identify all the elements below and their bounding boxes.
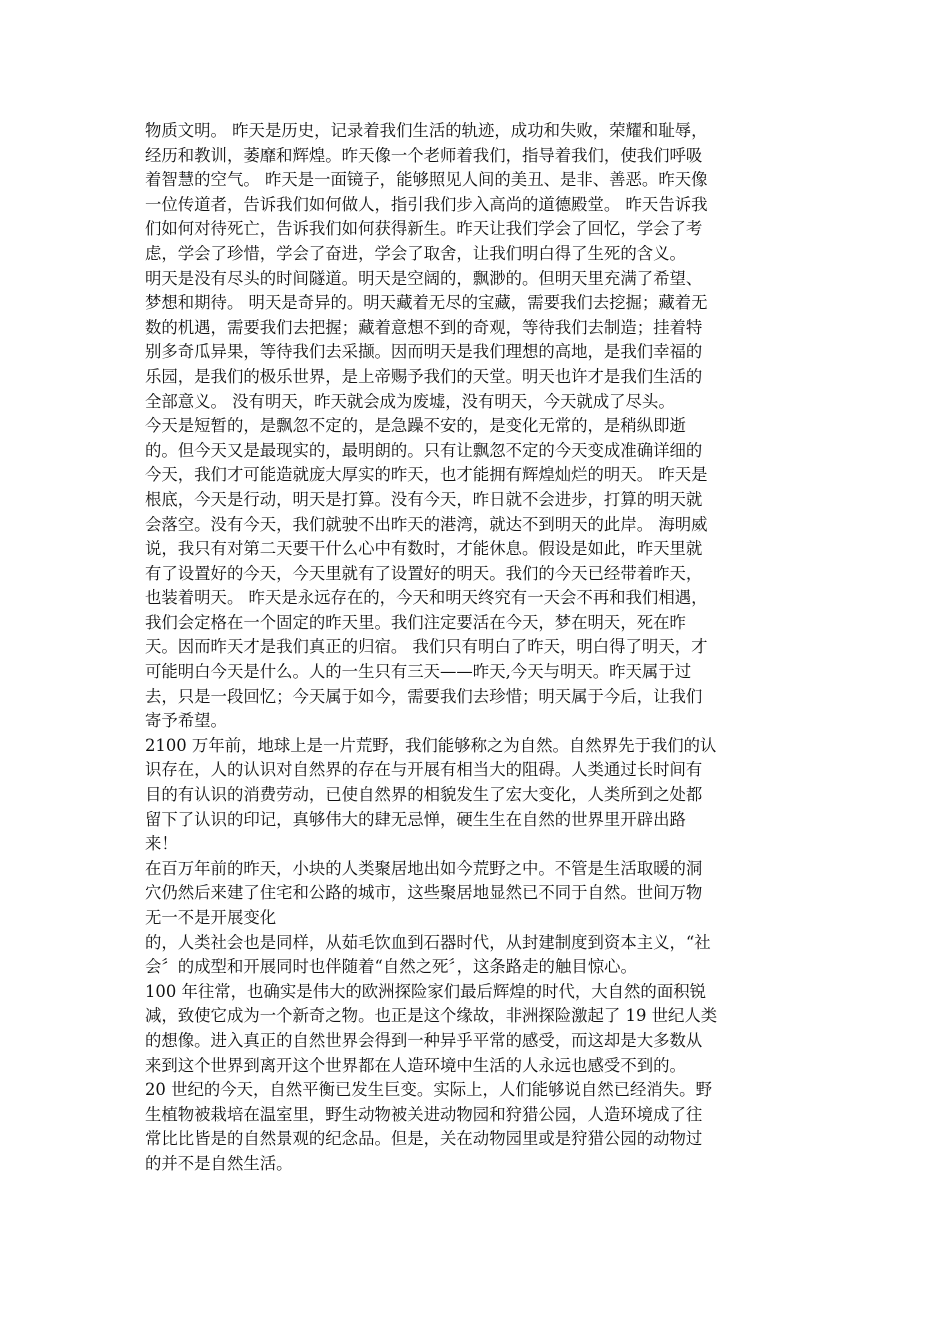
paragraph-wilderness: 2100 万年前，地球上是一片荒野，我们能够称之为自然。自然界先于我们的认 识存在，人的认识对自然界的存在与开展有相当大的阻碍。人类通过长时间有 目的有认识的消费劳动，已使自然界的相貌发生了宏大变化，人类所到之处都 留下了认识的印记，真够伟大的肆无忌惮，硬生生在自然的世界里开辟出路 来！ (145, 735, 717, 854)
paragraph-yesterday: 物质文明。 昨天是历史，记录着我们生活的轨迹，成功和失败，荣耀和耻辱， 经历和教训，萎靡和辉煌。昨天像一个老师着我们，指导着我们，使我们呼吸 着智慧的空气。 昨天是一面镜子，能够照见人间的美丑、是非、善恶。昨天像 一位传道者，告诉我们如何做人，指引我们步入高尚的道德殿堂。 昨天告诉我 们如何对待死亡，告诉我们如何获得新生。昨天让我们学会了回忆，学会了考 虑，学会了珍惜，学会了奋进，学会了取舍，让我们明白得了生死的含义。 (145, 121, 708, 263)
document-body (145, 119, 805, 1177)
paragraph-settlements: 在百万年前的昨天，小块的人类聚居地出如今荒野之中。不管是生活取暖的洞 穴仍然后来建了住宅和公路的城市，这些聚居地显然已不同于自然。世间万物 无一不是开展变化 (145, 858, 703, 927)
paragraph-today: 今天是短暂的，是飘忽不定的，是急躁不安的，是变化无常的，是稍纵即逝 的。但今天又是最现实的，最明朗的。只有让飘忽不定的今天变成准确详细的 今天，我们才可能造就庞大厚实的昨天，也才能拥有辉煌灿烂的明天。 昨天是 根底，今天是行动，明天是打算。没有今天，昨日就不会进步，打算的明天就 会落空。没有今天，我们就驶不出昨天的港湾，就达不到明天的此岸。 海明威 说，我只有对第二天要干什么心中有数时，才能休息。假设是如此，昨天里就 有了设置好的今天，今天里就有了设置好的明天。我们的今天已经带着昨天， 也装着明天。 昨天是永远存在的，今天和明天终究有一天会不再和我们相遇， 我们会定格在一个固定的昨天里。我们注定要活在今天，梦在明天，死在昨 天。因而昨天才是我们真正的归宿。 我们只有明白了昨天，明白得了明天，才 可能明白今天是什么。人的一生只有三天——昨天,今天与明天。昨天属于过 去，只是一段回忆；今天属于如今，需要我们去珍惜；明天属于今后，让我们 寄予希望。 (145, 416, 708, 731)
paragraph-society: 的，人类社会也是同样，从茹毛饮血到石器时代，从封建制度到资本主义，“社 会〞的成型和开展同时也伴随着“自然之死〞，这条路走的触目惊心。 (145, 932, 711, 977)
paragraph-exploration: 100 年往常，也确实是伟大的欧洲探险家们最后辉煌的时代，大自然的面积锐 减，致使它成为一个新奇之物。也正是这个缘故，非洲探险激起了 19 世纪人类 的想像。进入真正的自然世界会得到一种异乎平常的感受，而这却是大多数从 来到这个世界到离开这个世界都在人造环境中生活的人永远也感受不到的。 (145, 981, 718, 1075)
paragraph-twentieth-century: 20 世纪的今天，自然平衡已发生巨变。实际上，人们能够说自然已经消失。野 生植物被栽培在温室里，野生动物被关进动物园和狩猎公园，人造环境成了往 常比比皆是的自然景观的纪念品。但是，关在动物园里或是狩猎公园的动物过 的并不是自然生活。 (145, 1080, 712, 1173)
paragraph-tomorrow: 明天是没有尽头的时间隧道。明天是空阔的，飘渺的。但明天里充满了希望、 梦想和期待。 明天是奇异的。明天藏着无尽的宝藏，需要我们去挖掘；藏着无 数的机遇，需要我们去把握；藏着意想不到的奇观，等待我们去制造；挂着特 别多奇瓜异果，等待我们去采撷。因而明天是我们理想的高地，是我们幸福的 乐园，是我们的极乐世界，是上帝赐予我们的天堂。明天也许才是我们生活的 全部意义。 没有明天，昨天就会成为废墟，没有明天，今天就成了尽头。 (145, 268, 708, 411)
